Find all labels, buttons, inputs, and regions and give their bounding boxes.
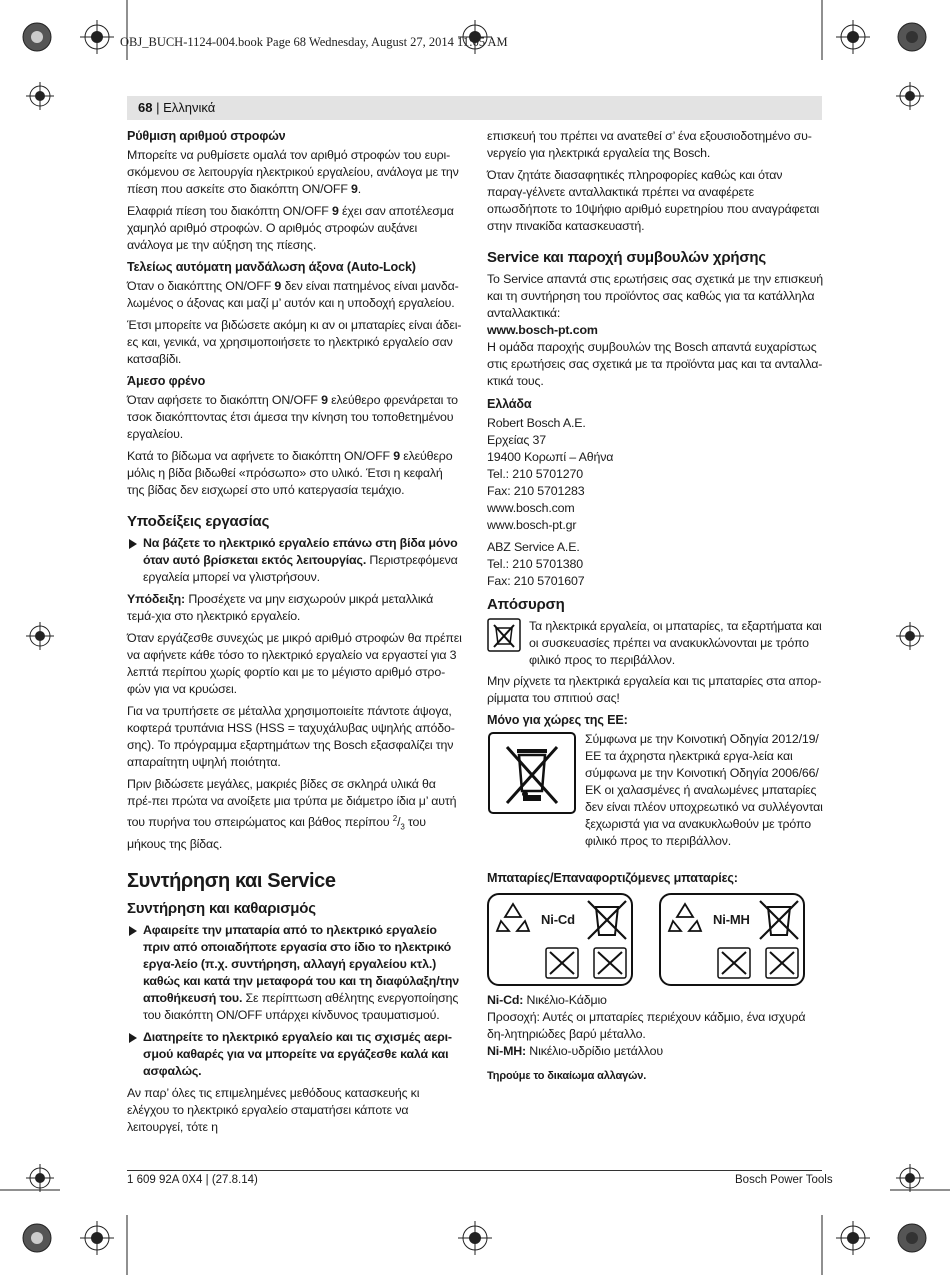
weee-bin-icon (487, 731, 577, 815)
header-language: Ελληνικά (163, 100, 216, 115)
speed-paragraph-1: Μπορείτε να ρυθμίσετε ομαλά τον αριθμό στροφών του ευρι-σκόμενου σε λειτουργία ηλεκτρικού εργαλείου, ανάλογα με την πίεση που ασκείτε στο διακόπτη ON/OFF 9. (127, 148, 459, 196)
registration-target-icon (836, 20, 870, 54)
recycle-bin-crossed-icon (717, 947, 751, 979)
nicd-definition: Ni-Cd: Νικέλιο-Κάδμιο (487, 993, 607, 1007)
crossed-bin-icon (584, 897, 630, 941)
cleaning-heading: Συντήρηση και καθαρισμός (127, 899, 316, 917)
cleaning-paragraph: Αν παρ’ όλες τις επιμελημένες μεθόδους κατασκευής κι ελέγχου το ηλεκτρικό εργαλείο σταματήσει κάποτε να λειτουργεί, τότε η (127, 1085, 420, 1134)
header-text (138, 100, 215, 115)
recycle-bin-crossed-icon (545, 947, 579, 979)
battery-heading: Μπαταρίες/Επαναφορτιζόμενες μπαταρίες: (487, 871, 738, 885)
country-heading: Ελλάδα (487, 397, 532, 411)
print-slug: OBJ_BUCH-1124-004.book Page 68 Wednesday, August 27, 2014 11:05 AM (120, 35, 508, 49)
right-column (487, 128, 823, 1090)
bullet-triangle-icon (129, 926, 137, 936)
registration-target-icon (26, 82, 54, 110)
recycle-bin-crossed-icon (765, 947, 799, 979)
bosch-pt-gr-link[interactable]: www.bosch-pt.gr (487, 518, 577, 532)
battery-symbols (487, 893, 823, 986)
disposal-row (487, 618, 823, 669)
eu-paragraph: Σύμφωνα με την Κοινοτική Οδηγία 2012/19/ΕΕ τα άχρηστα ηλεκτρικά εργα-λεία και σύμφωνα με την Κοινοτική Οδηγία 2006/66/ΕΚ οι χαλασμένες ή αναλωμένες μπαταρίες δεν είναι πλέον υποχρεωτικό να συλλέγονται ξεχωριστά για να ανακυκλωθούν με τρόπο φιλικό προς το περιβάλλον. (585, 732, 823, 848)
address-bosch: Robert Bosch A.E. Ερχείας 37 19400 Κορωπί – Αθήνα Tel.: 210 5701270 Fax: 210 5701283 www.bosch.com www.bosch-pt.gr (487, 415, 823, 534)
service-paragraph-1: Το Service απαντά στις ερωτήσεις σας σχετικά με την επισκευή και τη συντήρηση του προϊόντος σας καθώς για τα κατάλληλα ανταλλακτικά: (487, 272, 824, 320)
bullet-triangle-icon (129, 539, 137, 549)
brake-heading: Άμεσο φρένο (127, 374, 206, 388)
nimh-symbol-box (659, 893, 805, 986)
disposal-paragraph-1: Τα ηλεκτρικά εργαλεία, οι μπαταρίες, τα εξαρτήματα και οι συσκευασίες πρέπει να ανακυκλώνονται με τρόπο φιλικό προς το περιβάλλον. (529, 619, 822, 667)
registration-target-icon (836, 1221, 870, 1255)
bullet-triangle-icon (129, 1033, 137, 1043)
registration-target-icon (26, 1164, 54, 1192)
nimh-symbol-label: Ni-MH (713, 912, 750, 927)
registration-target-icon (896, 1164, 924, 1192)
tips-note: Υπόδειξη: Προσέχετε να μην εισχωρούν μικρά μεταλλικά τεμά-χια στο ηλεκτρικό εργαλείο. (127, 592, 434, 623)
page-header (127, 96, 822, 120)
disposal-paragraph-2: Μην ρίχνετε τα ηλεκτρικά εργαλεία και τις μπαταρίες στα απορ-ρίμματα του σπιτιού σας! (487, 674, 822, 705)
lock-paragraph-1: Όταν ο διακόπτης ON/OFF 9 δεν είναι πατημένος είναι μανδα-λωμένος ο άξονας και μαζί μ’ αυτόν και η υποδοχή εργαλείου. (127, 279, 459, 310)
nicd-symbol-box (487, 893, 633, 986)
speed-paragraph-2: Ελαφριά πίεση του διακόπτη ON/OFF 9 έχει σαν αποτέλεσμα χαμηλό αριθμό στροφών. Ο αριθμός στροφών αυξάνει ανάλογα με την αύξηση της πίεσης. (127, 204, 454, 252)
service-heading: Service και παροχή συμβουλών χρήσης (487, 249, 766, 266)
tips-paragraph-4: Πριν βιδώσετε μεγάλες, μακριές βίδες σε σκληρά υλικά θα πρέ-πει πρώτα να ανοίξετε μια τρύπα με διάμετρο ίδια μ’ αυτή του πυρήνα του σπειρώματος και βάθος περίπου $^2/_3$ του μήκους της βίδας. (127, 777, 457, 851)
cleaning-bullet-1: Αφαιρείτε την μπαταρία από το ηλεκτρικό εργαλείο πριν από οποιαδήποτε εργασία στο ίδιο το ηλεκτρικό εργα-λείο (π.χ. συντήρηση, αλλαγή εργαλείου κτλ.) καθώς και κατά την μεταφορά του και τη διαφύλαξη/την αποθήκευσή του. Σε περίπτωση αθέλητης ενεργοποίησης του διακόπτη ON/OFF υπάρχει κίνδυνος τραυματισμού. (127, 922, 463, 1024)
lock-heading: Τελείως αυτόματη μανδάλωση άξονα (Auto-Lock) (127, 260, 416, 274)
footer-brand: Bosch Power Tools (735, 1174, 833, 1186)
recycle-bin-crossed-icon (593, 947, 627, 979)
registration-target-icon (26, 622, 54, 650)
tips-bullet: Να βάζετε το ηλεκτρικό εργαλείο επάνω στη βίδα μόνο όταν αυτό βρίσκεται εκτός λειτουργίας. Περιστρεφόμενα εργαλεία μπορεί να γλιστρήσουν. (127, 535, 463, 586)
address-abz: ABZ Service A.E. Tel.: 210 5701380 Fax: 210 5701607 (487, 540, 585, 588)
recycle-bin-crossed-icon (487, 618, 521, 652)
header-separator: | (152, 100, 164, 115)
footer-doc-number: 1 609 92A 0X4 | (27.8.14) (127, 1174, 258, 1186)
eu-heading: Μόνο για χώρες της ΕΕ: (487, 713, 628, 727)
registration-target-icon (458, 1221, 492, 1255)
nicd-symbol-label: Ni-Cd (541, 912, 575, 927)
registration-target-icon (896, 82, 924, 110)
service-url[interactable]: www.bosch-pt.com (487, 323, 598, 337)
color-wheel-icon (898, 1224, 926, 1252)
rights-reserved: Τηρούμε το δικαίωμα αλλαγών. (487, 1070, 647, 1082)
color-wheel-icon (23, 23, 51, 51)
eu-row (487, 731, 823, 850)
disposal-heading: Απόσυρση (487, 596, 565, 613)
color-wheel-icon (898, 23, 926, 51)
maintenance-title: Συντήρηση και Service (127, 869, 336, 892)
parts-paragraph: Όταν ζητάτε διασαφητικές πληροφορίες καθώς και όταν παραγ-γέλνετε ανταλλακτικά πρέπει να αναφέρετε οπωσδήποτε το 10ψήφιο αριθμό ευρετηρίου που αναγράφεται στην πινακίδα κατασκευαστή. (487, 168, 820, 233)
tips-paragraph-2: Όταν εργάζεσθε συνεχώς με μικρό αριθμό στροφών θα πρέπει να αφήνετε κάθε τόσο το ηλεκτρικό εργαλείο να εργαστεί για 3 λεπτά περίπου χωρίς φορτίο και με το μέγιστο αριθμό στρο-φών για να κρυώσει. (127, 631, 462, 696)
tips-paragraph-3: Για να τρυπήσετε σε μέταλλα χρησιμοποιείτε πάντοτε άψογα, κοφτερά τρυπάνια HSS (HSS = ταχυχάλυβας υψηλής απόδο-σης). Το πρόγραμμα εξαρτημάτων της Bosch εξασφαλίζει την απαραίτητη υψηλή ποιότητα. (127, 704, 455, 769)
footer-rule (127, 1170, 822, 1171)
registration-target-icon (80, 1221, 114, 1255)
page-number: 68 (138, 100, 153, 115)
recycling-arrows-icon (667, 901, 703, 933)
nimh-definition: Ni-MH: Νικέλιο-υδρίδιο μετάλλου (487, 1044, 663, 1058)
speed-heading: Ρύθμιση αριθμού στροφών (127, 129, 286, 143)
bosch-com-link[interactable]: www.bosch.com (487, 501, 575, 515)
service-paragraph-2: Η ομάδα παροχής συμβουλών της Bosch απαντά ευχαρίστως στις ερωτήσεις σας σχετικά με τα προϊόντα μας και τα ανταλλα-κτικά τους. (487, 340, 823, 388)
repair-paragraph: επισκευή του πρέπει να ανατεθεί σ’ ένα εξουσιοδοτημένο συ-νεργείο για ηλεκτρικά εργαλεία της Bosch. (487, 129, 812, 160)
registration-target-icon (80, 20, 114, 54)
brake-paragraph-1: Όταν αφήσετε το διακόπτη ON/OFF 9 ελεύθερο φρενάρεται το τσοκ διακόπτοντας έτσι άμεσα την κίνηση του τοποθετημένου εργαλείου. (127, 393, 458, 441)
cadmium-warning: Προσοχή: Αυτές οι μπαταρίες περιέχουν κάδμιο, ένα ισχυρά δη-λητηριώδες βαρύ μέταλλο. (487, 1010, 806, 1041)
color-wheel-icon (23, 1224, 51, 1252)
lock-paragraph-2: Έτσι μπορείτε να βιδώσετε ακόμη κι αν οι μπαταρίες είναι άδει-ες και, γενικά, να χρησιμοποιήσετε το ηλεκτρικό εργαλείο σαν κατσαβίδι. (127, 318, 462, 366)
recycling-arrows-icon (495, 901, 531, 933)
cleaning-bullet-2: Διατηρείτε το ηλεκτρικό εργαλείο και τις σχισμές αερι-σμού καθαρές για να μπορείτε να εργάζεσθε καλά και ασφαλώς. (127, 1029, 463, 1080)
registration-target-icon (896, 622, 924, 650)
tips-heading: Υποδείξεις εργασίας (127, 513, 270, 530)
left-column (127, 128, 463, 1141)
crossed-bin-icon (756, 897, 802, 941)
brake-paragraph-2: Κατά το βίδωμα να αφήνετε το διακόπτη ON/OFF 9 ελεύθερο μόλις η βίδα βιδωθεί «πρόσωπο» στο υλικό. Έτσι η κεφαλή της βίδας δεν εισχωρεί στο υπό κατεργασία τεμάχιο. (127, 449, 453, 497)
